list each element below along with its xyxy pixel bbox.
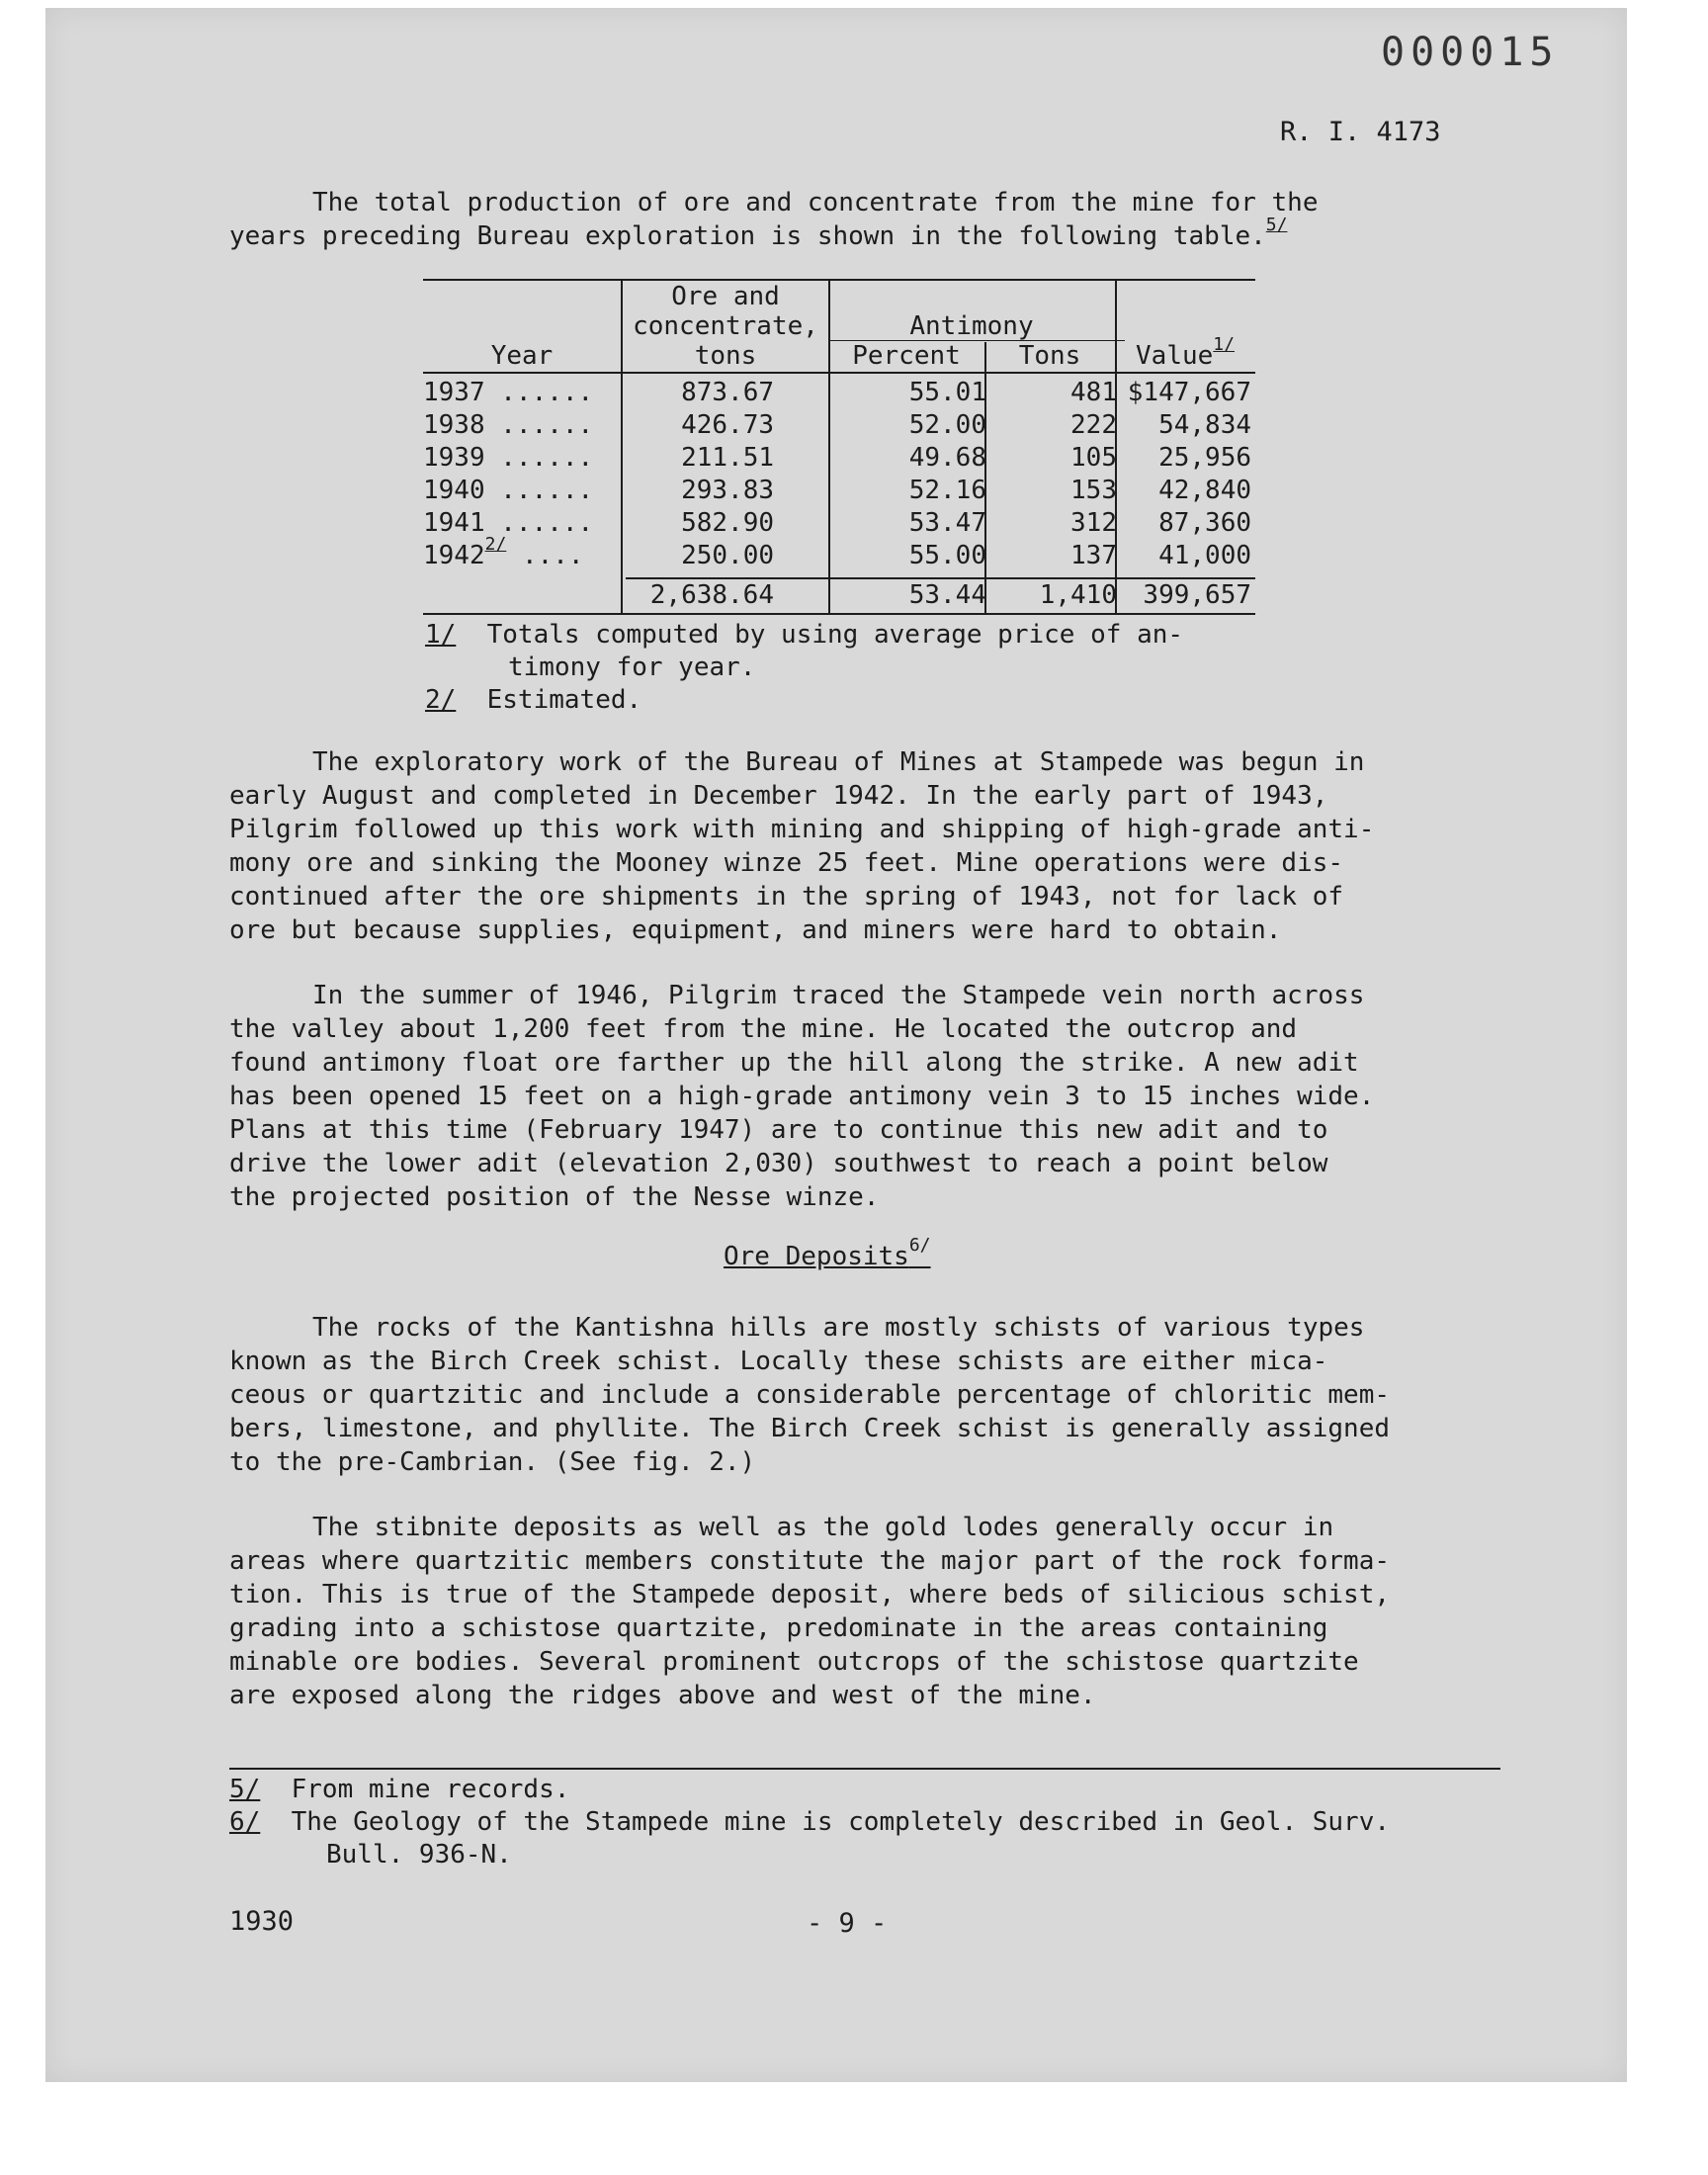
cell-year: 1939 ...... <box>423 443 594 473</box>
header-tons: Tons <box>1018 341 1081 371</box>
table-note-text: timony for year. <box>508 652 756 682</box>
paragraph-line: found antimony float ore farther up the hill along the strike. A new adit <box>229 1048 1359 1078</box>
cell-tons: 105 <box>1070 443 1117 473</box>
paragraph-line: continued after the ore shipments in the spring of 1943, not for lack of <box>229 882 1344 912</box>
footnote-continuation <box>229 1839 1390 1871</box>
table-row <box>423 443 1255 475</box>
table-row <box>423 378 1255 409</box>
cell-percent: 52.16 <box>908 476 986 505</box>
paragraph <box>229 979 1494 1214</box>
cell-tons: 153 <box>1070 476 1117 505</box>
paragraph-line: Plans at this time (February 1947) are to continue this new adit and to <box>229 1115 1328 1145</box>
cell-tons: 312 <box>1070 508 1117 538</box>
footnote <box>229 1806 1390 1839</box>
cell-value: $147,667 <box>1127 378 1251 407</box>
intro-paragraph <box>229 186 1494 253</box>
paragraph-line: The stibnite deposits as well as the gold lodes generally occur in <box>312 1513 1334 1542</box>
footnote-text: From mine records. <box>291 1775 570 1804</box>
cell-ore: 426.73 <box>681 410 774 440</box>
header-percent: Percent <box>852 341 961 371</box>
section-heading-text: Ore Deposits <box>724 1242 909 1271</box>
table-note-number: 2/ <box>425 685 457 715</box>
cell-year <box>423 534 621 570</box>
paragraph-line: ore but because supplies, equipment, and miners were hard to obtain. <box>229 915 1282 945</box>
footnote-ref: 6/ <box>908 1235 931 1257</box>
cell-percent: 53.47 <box>908 508 986 538</box>
header-antimony: Antimony <box>909 311 1034 341</box>
cell-value: 41,000 <box>1158 541 1251 570</box>
footnote-rule <box>229 1768 1500 1770</box>
table-row <box>423 508 1255 540</box>
cell-tons: 222 <box>1070 410 1117 440</box>
intro-line: The total production of ore and concentrate from the mine for the <box>312 188 1319 218</box>
cell-tons: 481 <box>1070 378 1117 407</box>
paragraph-line: are exposed along the ridges above and west of the mine. <box>229 1681 1096 1710</box>
paragraph-line: known as the Birch Creek schist. Locally these schists are either mica- <box>229 1347 1328 1376</box>
paragraph-line: bers, limestone, and phyllite. The Birch Creek schist is generally assigned <box>229 1414 1390 1443</box>
document-page <box>45 8 1627 2082</box>
header-ore-3: tons <box>694 341 757 371</box>
paragraph-line: Pilgrim followed up this work with mining and shipping of high-grade anti- <box>229 815 1375 844</box>
table-top-rule <box>423 279 1255 281</box>
cell-year-dots: .... <box>506 541 584 570</box>
table-note-line <box>425 652 1183 684</box>
cell-ore: 293.83 <box>681 476 774 505</box>
table-note-number: 1/ <box>425 620 457 650</box>
table-note-line <box>425 619 1183 652</box>
paragraph-line: to the pre-Cambrian. (See fig. 2.) <box>229 1447 756 1477</box>
header-ore-2: concentrate, <box>633 311 818 341</box>
cell-tons: 137 <box>1070 541 1117 570</box>
paragraph-line: tion. This is true of the Stampede deposit, where beds of silicious schist, <box>229 1580 1390 1610</box>
paragraph-line: drive the lower adit (elevation 2,030) southwest to reach a point below <box>229 1149 1328 1178</box>
footnote-ref: 1/ <box>1213 334 1235 356</box>
footnote-ref: 5/ <box>1265 215 1288 236</box>
cell-year: 1941 ...... <box>423 508 594 538</box>
paragraph <box>229 1311 1494 1479</box>
paragraph-line: The rocks of the Kantishna hills are mostly schists of various types <box>312 1313 1365 1343</box>
paragraph-line: has been opened 15 feet on a high-grade antimony vein 3 to 15 inches wide. <box>229 1082 1375 1111</box>
cell-percent: 55.00 <box>908 541 986 570</box>
total-rule <box>626 577 1255 579</box>
cell-year: 1938 ...... <box>423 410 594 440</box>
section-heading <box>724 1235 931 1271</box>
paragraph-line: The exploratory work of the Bureau of Mines at Stampede was begun in <box>312 747 1365 777</box>
table-note-text: Estimated. <box>486 685 642 715</box>
cell-value: 42,840 <box>1158 476 1251 505</box>
paragraph-line: early August and completed in December 1942. In the early part of 1943, <box>229 781 1328 811</box>
paragraph-line: mony ore and sinking the Mooney winze 25 feet. Mine operations were dis- <box>229 848 1344 878</box>
intro-line <box>229 215 1494 253</box>
production-table <box>423 279 1255 615</box>
table-note <box>425 619 1183 717</box>
document-number: 000015 <box>1381 30 1560 75</box>
footnote-number: 6/ <box>229 1807 261 1837</box>
paragraph <box>229 1511 1494 1712</box>
cell-year: 1937 ...... <box>423 378 594 407</box>
total-ore: 2,638.64 <box>649 580 774 610</box>
paragraph-line: the valley about 1,200 feet from the mine. He located the outcrop and <box>229 1014 1298 1044</box>
cell-value: 25,956 <box>1158 443 1251 473</box>
total-value: 399,657 <box>1143 580 1251 610</box>
cell-ore: 582.90 <box>681 508 774 538</box>
footnote-ref: 2/ <box>484 534 507 556</box>
footnote-number: 5/ <box>229 1775 261 1804</box>
cell-ore: 873.67 <box>681 378 774 407</box>
table-total-row <box>423 580 1255 612</box>
header-value-text: Value <box>1136 341 1214 371</box>
footnotes <box>229 1774 1390 1871</box>
paragraph-line: ceous or quartzitic and include a considerable percentage of chloritic mem- <box>229 1380 1390 1410</box>
cell-year-text: 1942 <box>423 541 485 570</box>
page-number: - 9 - <box>807 1908 888 1939</box>
table-bottom-rule <box>423 613 1255 615</box>
paragraph <box>229 745 1494 947</box>
paragraph-line: grading into a schistose quartzite, predominate in the areas containing <box>229 1613 1328 1643</box>
table-row <box>423 476 1255 507</box>
paragraph-line: areas where quartzitic members constitute the major part of the rock forma- <box>229 1546 1390 1576</box>
footnote-text: The Geology of the Stampede mine is completely described in Geol. Surv. <box>291 1807 1391 1837</box>
header-ore-1: Ore and <box>671 282 780 311</box>
cell-percent: 55.01 <box>908 378 986 407</box>
footnote-text: Bull. 936-N. <box>326 1840 512 1870</box>
cell-percent: 52.00 <box>908 410 986 440</box>
cell-value: 54,834 <box>1158 410 1251 440</box>
footer-code: 1930 <box>229 1906 295 1937</box>
intro-line-text: years preceding Bureau exploration is shown in the following table. <box>229 221 1266 251</box>
table-row <box>423 410 1255 442</box>
total-percent: 53.44 <box>908 580 986 610</box>
report-id: R. I. 4173 <box>1280 117 1441 147</box>
cell-value: 87,360 <box>1158 508 1251 538</box>
header-year: Year <box>490 341 554 371</box>
header-value <box>1115 334 1255 372</box>
paragraph-line: In the summer of 1946, Pilgrim traced the Stampede vein north across <box>312 981 1365 1010</box>
cell-ore: 250.00 <box>681 541 774 570</box>
total-tons: 1,410 <box>1039 580 1117 610</box>
cell-year: 1940 ...... <box>423 476 594 505</box>
cell-percent: 49.68 <box>908 443 986 473</box>
table-row <box>423 534 1255 572</box>
cell-ore: 211.51 <box>681 443 774 473</box>
paragraph-line: minable ore bodies. Several prominent outcrops of the schistose quartzite <box>229 1647 1359 1677</box>
table-note-line <box>425 684 1183 717</box>
table-header-rule <box>423 372 1255 374</box>
table-note-text: Totals computed by using average price of an- <box>486 620 1184 650</box>
paragraph-line: the projected position of the Nesse winze. <box>229 1182 880 1212</box>
footnote <box>229 1774 1390 1806</box>
